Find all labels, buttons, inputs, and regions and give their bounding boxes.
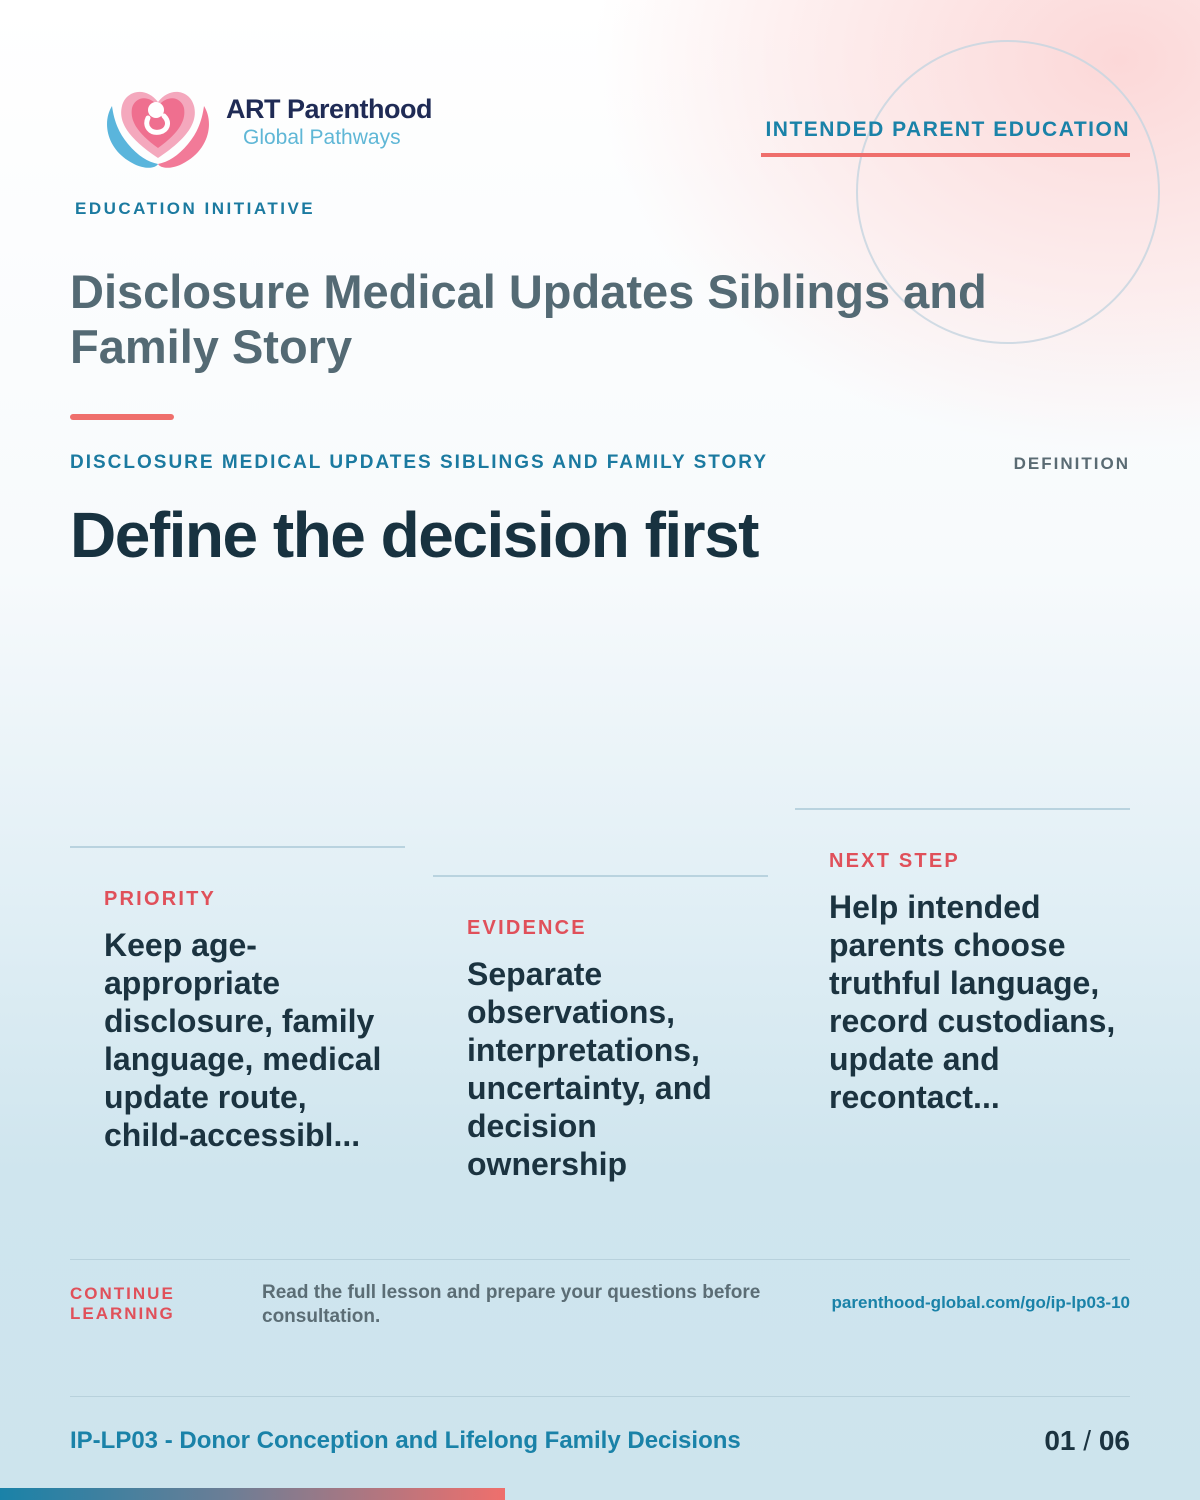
brand-name: ART Parenthood [226, 94, 432, 124]
initiative-label: EDUCATION INITIATIVE [75, 199, 316, 218]
divider [70, 1396, 1130, 1397]
section-tag: DEFINITION [1013, 454, 1130, 473]
page-indicator [1044, 1425, 1130, 1457]
cta-label: CONTINUE LEARNING [70, 1284, 175, 1323]
category-underline [761, 153, 1130, 157]
column-divider-next-step [795, 808, 1130, 810]
course-title: IP-LP03 - Donor Conception and Lifelong Family Decisions [70, 1427, 741, 1454]
column-text-priority: Keep age-appropriate disclosure, family language, medical update route, child-accessibl... [104, 927, 382, 1153]
column-text-evidence: Separate observations, interpretations, uncertainty, and decision ownership [467, 956, 712, 1182]
cta-link[interactable]: parenthood-global.com/go/ip-lp03-10 [831, 1293, 1130, 1312]
page-title: Disclosure Medical Updates Siblings and Family Story [70, 265, 987, 373]
column-text-next-step: Help intended parents choose truthful language, record custodians, update and recontact... [829, 889, 1116, 1115]
column-label-next-step: NEXT STEP [829, 850, 960, 872]
page-current: 01 [1044, 1425, 1076, 1456]
column-divider-evidence [433, 875, 768, 877]
logo-heart-hands-icon [98, 72, 218, 172]
column-divider-priority [70, 846, 405, 848]
column-label-evidence: EVIDENCE [467, 917, 587, 939]
page-separator: / [1083, 1425, 1092, 1456]
cta-text: Read the full lesson and prepare your questions before consultation. [262, 1282, 761, 1327]
column-label-priority: PRIORITY [104, 888, 217, 910]
progress-accent-bar [0, 1488, 505, 1500]
divider [70, 1259, 1130, 1260]
brand-subtitle: Global Pathways [243, 126, 401, 149]
page-total: 06 [1098, 1425, 1130, 1456]
section-kicker: DISCLOSURE MEDICAL UPDATES SIBLINGS AND FAMILY STORY [70, 452, 768, 473]
section-headline: Define the decision first [70, 499, 758, 571]
category-label: INTENDED PARENT EDUCATION [765, 118, 1130, 141]
title-accent-bar [70, 414, 174, 420]
